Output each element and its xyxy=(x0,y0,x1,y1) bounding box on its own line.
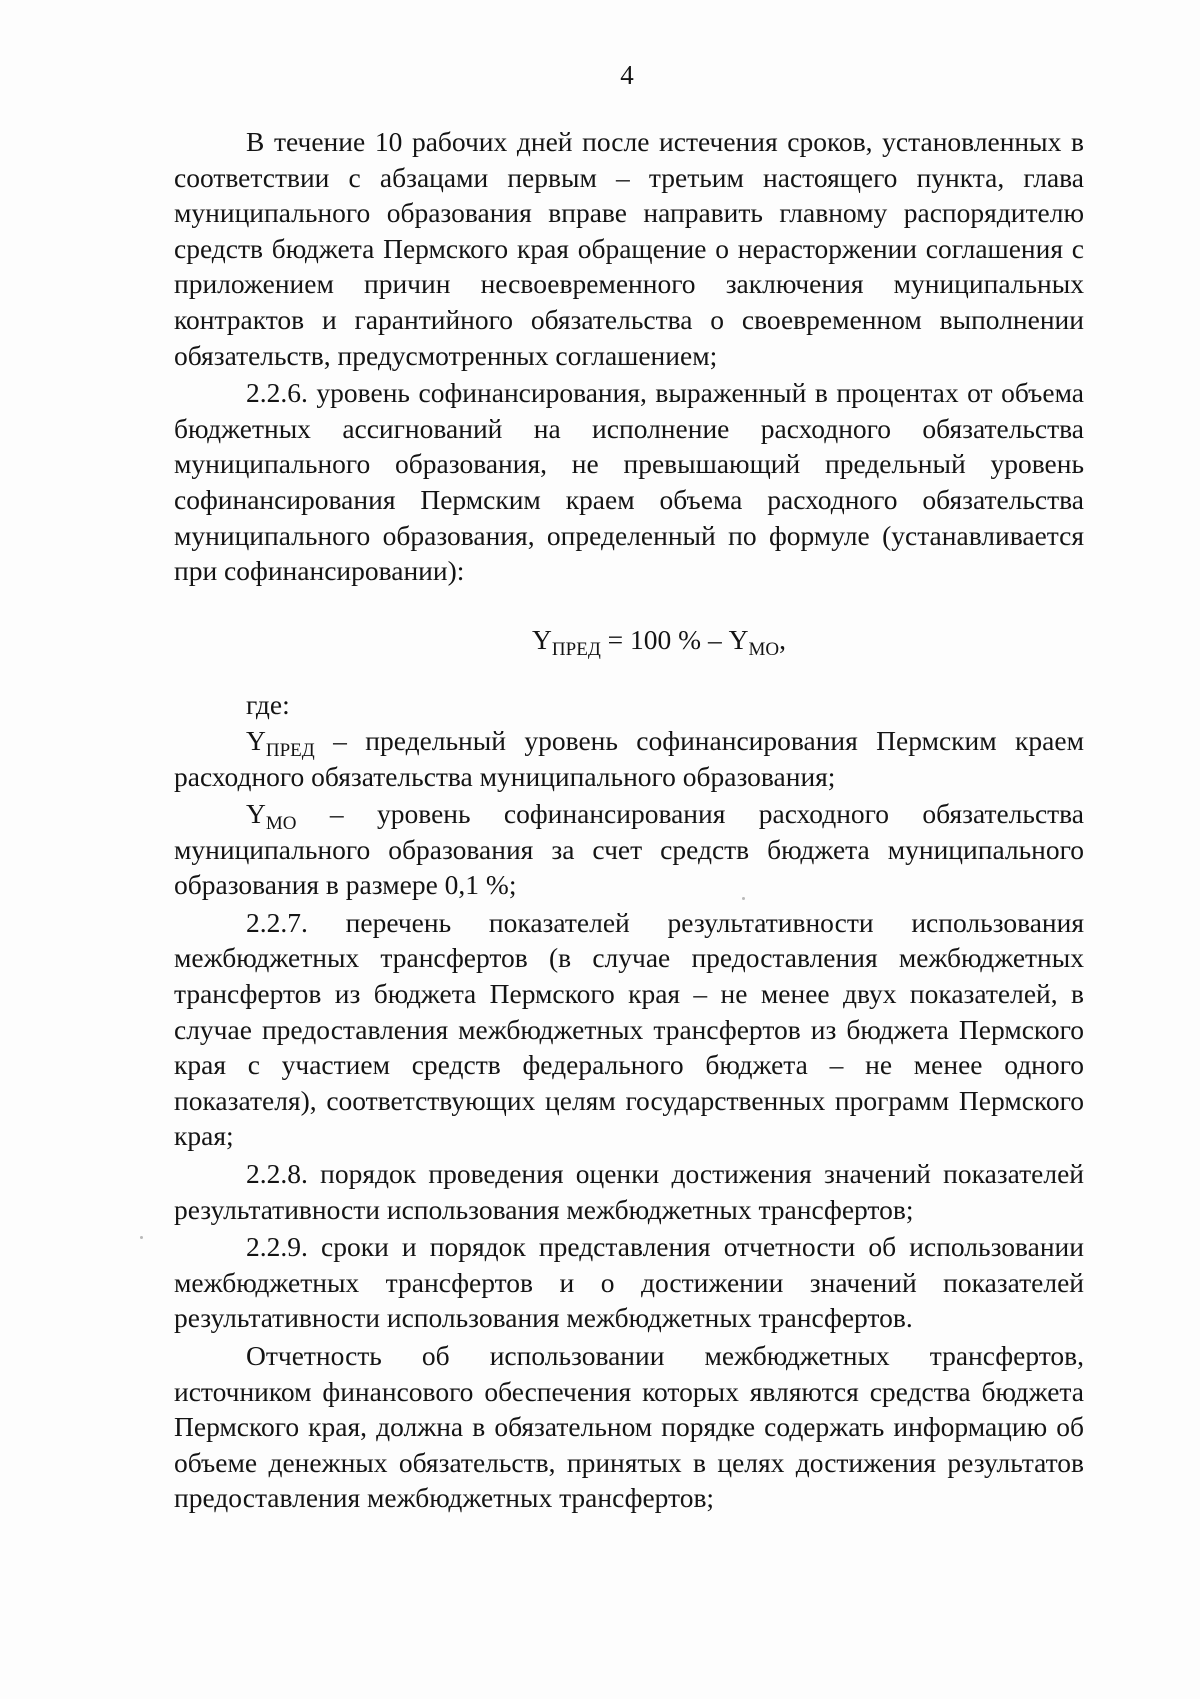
paragraph-reporting: Отчетность об использовании межбюджетных трансфертов, источником финансового обеспечения которых являются средства бюджета Пермского края, должна в обязательном порядке содержать информацию об объеме денежных обязательств, принятых в целях достижения результатов предоставления межбюджетных трансфертов; xyxy=(174,1340,1084,1514)
scan-speck xyxy=(140,1236,143,1239)
where-label: где: xyxy=(246,689,290,721)
document-body xyxy=(174,124,1084,1516)
paragraph-2-2-6: 2.2.6. уровень софинансирования, выраженный в процентах от объема бюджетных ассигнований на исполнение расходного обязательства муниципального образования, не превышающий предельный уровень софинансирования Пермским краем объема расходного обязательства муниципального образования, определенный по формуле (устанавливается при софинансировании): xyxy=(174,377,1084,587)
paragraph-2-2-7: 2.2.7. перечень показателей результативности использования межбюджетных трансфертов (в случае предоставления межбюджетных трансфертов из бюджета Пермского края – не менее двух показателей, в случае предоставления межбюджетных трансфертов из бюджета Пермского края с участием средств федерального бюджета – не менее одного показателя), соответствующих целям государственных программ Пермского края; xyxy=(174,906,1084,1152)
paragraph-deadline-appeal: В течение 10 рабочих дней после истечения сроков, установленных в соответствии с абзацами первым – третьим настоящего пункта, глава муниципального образования вправе направить главному распорядителю средств бюджета Пермского края обращение о нерасторжении соглашения с приложением причин несвоевременного заключения муниципальных контрактов и гарантийного обязательства о своевременном выполнении обязательств, предусмотренных соглашением; xyxy=(174,126,1084,371)
formula xyxy=(174,622,1084,658)
formula-y-pred: $Y_{ПРЕД}$ xyxy=(532,623,601,660)
paragraph-2-2-8: 2.2.8. порядок проведения оценки достижения значений показателей результативности использования межбюджетных трансфертов; xyxy=(174,1158,1084,1225)
paragraph-2-2-9: 2.2.9. сроки и порядок представления отчетности об использовании межбюджетных трансфертов и о достижении значений показателей результативности использования межбюджетных трансфертов. xyxy=(174,1231,1084,1334)
definition-y-mo: $Y_{МО}$ – уровень софинансирования расходного обязательства муниципального образования за счет средств бюджета муниципального образования в размере 0,1 %; xyxy=(174,798,1084,901)
definition-y-pred: $Y_{ПРЕД}$ – предельный уровень софинансирования Пермским краем расходного обязательства муниципального образования; xyxy=(174,724,1084,792)
page-number: 4 xyxy=(620,60,634,90)
formula-middle: = 100 % – xyxy=(600,623,729,655)
formula-tail: , xyxy=(779,623,786,655)
formula-y-mo: $Y_{МО}$ xyxy=(728,623,780,660)
scan-speck xyxy=(742,897,745,900)
